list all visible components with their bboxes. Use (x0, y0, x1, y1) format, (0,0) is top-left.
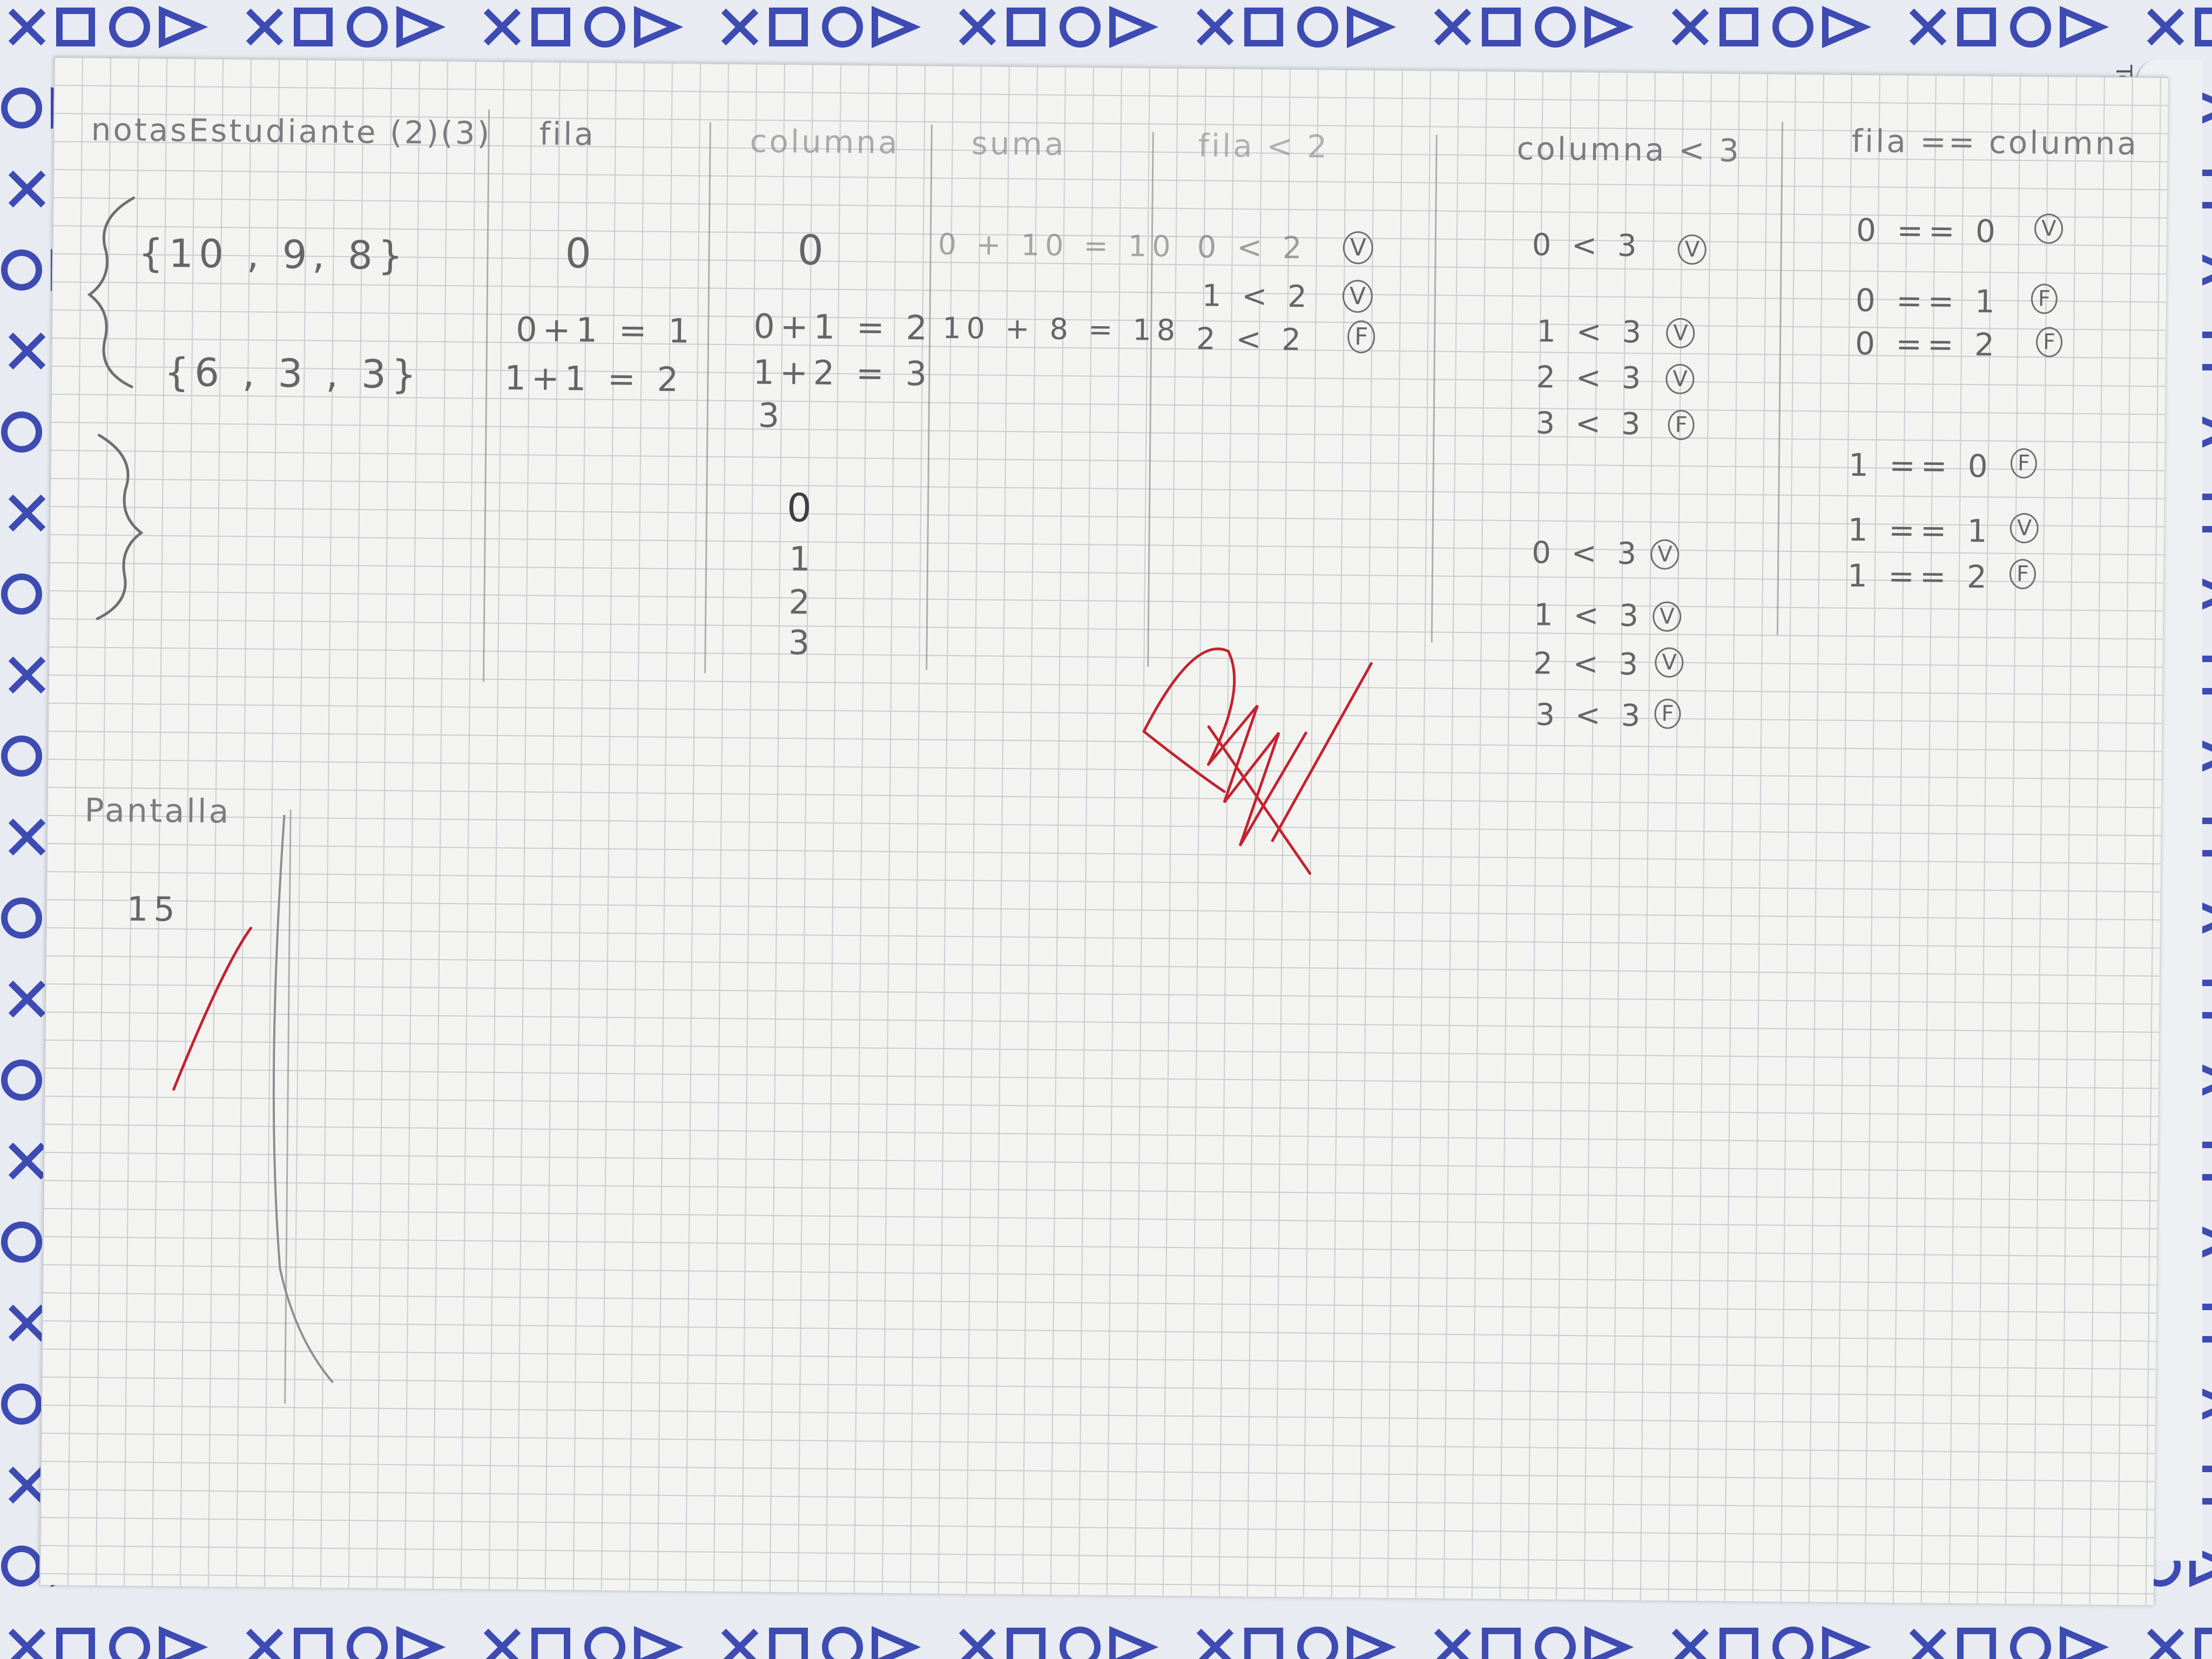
fila-lt-2: 1 < 2 (1202, 278, 1312, 315)
header-columna-lt: columna < 3 (1516, 130, 1742, 169)
header-columna: columna (750, 123, 900, 161)
header-fila-lt: fila < 2 (1198, 127, 1330, 165)
mark-v: V (1343, 280, 1373, 313)
suma-value-2: 10 + 8 = 18 (942, 311, 1181, 348)
columna-lt-b4: 3 < 3 (1535, 697, 1646, 734)
columna-lt-a4: 3 < 3 (1535, 406, 1646, 442)
pantalla-label: Pantalla (84, 791, 231, 831)
fila-lt-3: 2 < 2 (1196, 321, 1307, 358)
header-suma: suma (971, 125, 1066, 163)
columna-second-1: 1 (788, 539, 816, 579)
columna-second-0: 0 (786, 485, 818, 531)
brace-open (89, 198, 133, 387)
mark-f: F (2036, 327, 2063, 357)
header-fila: fila (539, 115, 596, 153)
columna-second-2: 2 (788, 582, 816, 622)
mark-f: F (1654, 699, 1681, 729)
fila-eq-a2: 0 == 1 (1855, 282, 2001, 320)
pantalla-value: 15 (126, 889, 181, 929)
mark-v: V (1343, 231, 1373, 265)
mark-v: V (2034, 213, 2063, 244)
fila-eq-a3: 0 == 2 (1854, 325, 2000, 363)
mark-f: F (2031, 284, 2058, 314)
mark-v: V (1653, 601, 1682, 632)
columna-lt-a2: 1 < 3 (1536, 314, 1647, 350)
columna-lt-a1: 0 < 3 (1532, 227, 1642, 264)
header-notas: notasEstudiante (2)(3) (91, 111, 492, 152)
columna-lt-b2: 1 < 3 (1533, 597, 1644, 634)
mark-v: V (1677, 234, 1707, 265)
fila-value-2: 1+1 = 2 (504, 358, 684, 400)
mark-f: F (1347, 320, 1375, 353)
columna-value-0: 0 (797, 226, 830, 274)
mark-v: V (1665, 364, 1695, 395)
columna-lt-b3: 2 < 3 (1533, 646, 1644, 683)
ink-strokes (39, 57, 2168, 1605)
header-fila-eq: fila == columna (1851, 122, 2139, 163)
fila-eq-b2: 1 == 1 (1847, 511, 1993, 550)
mark-f: F (1668, 410, 1695, 440)
mark-v: V (1666, 318, 1695, 349)
red-signature (1143, 648, 1372, 874)
fila-lt-1: 0 < 2 (1197, 230, 1307, 266)
mark-f: F (2011, 448, 2038, 478)
brace-close (97, 435, 142, 619)
grid-paper-page (39, 57, 2168, 1605)
suma-value-1: 0 + 10 = 10 (938, 227, 1176, 264)
fila-eq-b3: 1 == 2 (1847, 557, 1993, 596)
fila-eq-b1: 1 == 0 (1848, 446, 1994, 485)
fila-value-1: 0+1 = 1 (515, 309, 696, 351)
pantalla-line (271, 815, 338, 1382)
mark-v: V (1655, 648, 1684, 678)
array-row-2: {6 , 3 , 3} (164, 349, 422, 397)
columna-lt-a3: 2 < 3 (1536, 360, 1647, 396)
columna-value-2: 1+2 = 3 (753, 352, 933, 394)
fila-eq-a1: 0 == 0 (1856, 212, 2001, 250)
array-row-1: {10 , 9, 8} (138, 230, 409, 279)
columna-value-3: 3 (758, 395, 785, 436)
mark-v: V (1650, 539, 1680, 570)
columna-lt-b1: 0 < 3 (1531, 535, 1642, 572)
fila-value-0: 0 (565, 229, 597, 278)
mark-v: V (2010, 513, 2039, 544)
mark-f: F (2009, 559, 2036, 589)
columna-second-3: 3 (788, 623, 815, 663)
red-correction-stroke (174, 927, 251, 1090)
columna-value-1: 0+1 = 2 (753, 306, 933, 348)
